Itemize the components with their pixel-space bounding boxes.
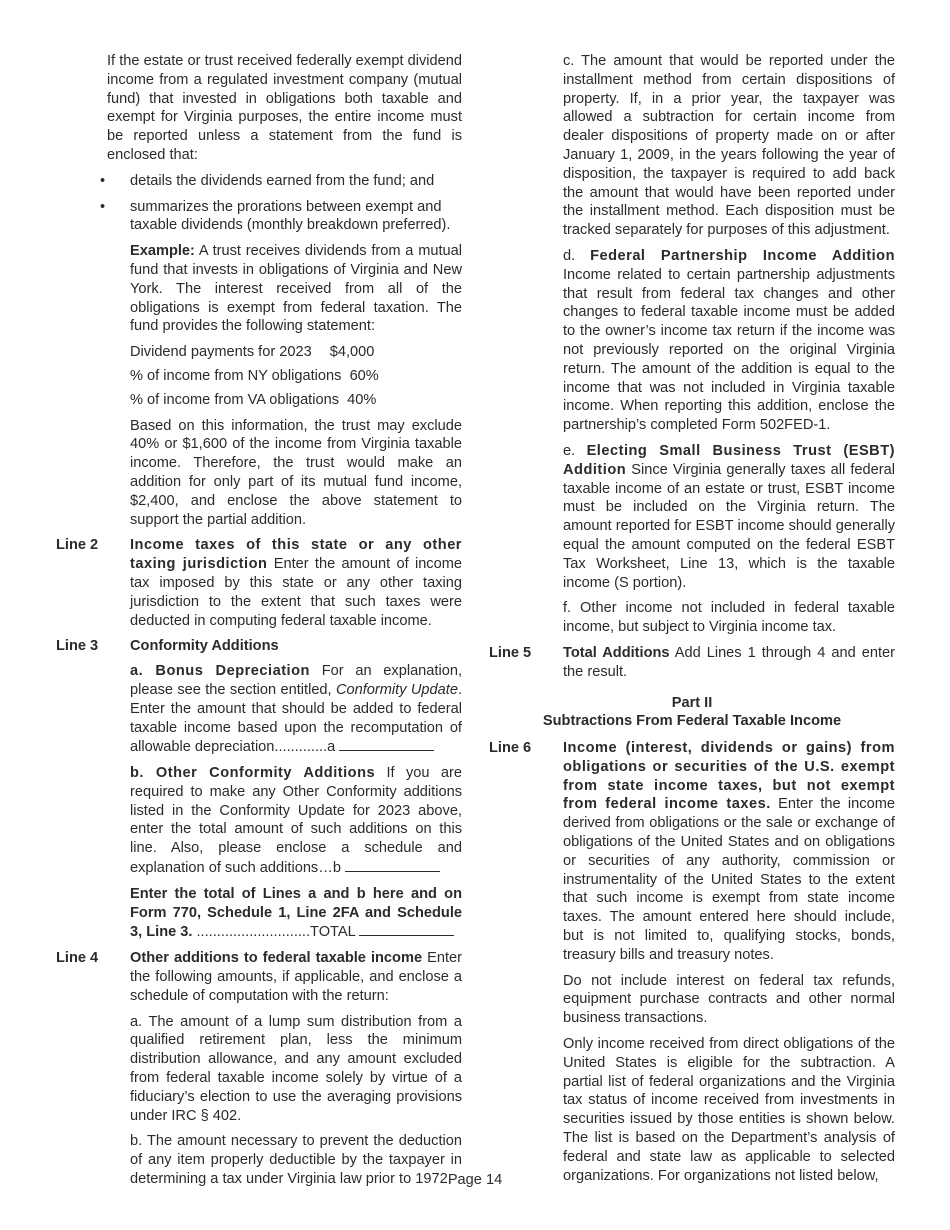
statement-value: 40% (347, 391, 377, 408)
line-text: Enter the following amounts, if applicable, and enclose a schedule of computation with the return: (130, 950, 462, 1004)
line-3a-paragraph (56, 662, 462, 757)
line-4c-paragraph: c. The amount that would be reported under the installment method from certain dispositions of property. If, in a prior year, the taxpayer was allowed a subtraction for certain income from dealer dispositions of property made on or after January 1, 2009, in the years following the year of disposition, the taxpayer is required to add back the amount that would have been reported under the installment method. Each disposition must be tracked separately for purposes of this adjustment. (563, 53, 895, 239)
page-number: Page 14 (447, 1172, 503, 1188)
line-4e-title: Electing Small Business Trust (ESBT) Addition (563, 442, 895, 478)
line-text: Enter the income derived from obligations or the sale or exchange of obligations of the United States and on obligations or securities of any authority, commission or instrumentality of the United States to the extent that such income is exempt from state income taxes. The amount entered here should include, but is not limited to, qualifying stocks, bonds, treasury bills and treasury notes. (563, 796, 895, 963)
line-label: Line 5 (489, 644, 532, 661)
line-4f-paragraph: f. Other income not included in federal taxable income, but subject to Virginia income tax. (563, 600, 895, 636)
line-3b-text: If you are required to make any Other Conformity additions listed in the Conformity Update for 2023 above, enter the total amount of such additions on this line. Also, please enclose a schedule and explanation of such additions…b (130, 765, 462, 877)
line-title: Conformity Additions (130, 638, 279, 655)
statement-value: $4,000 (329, 344, 375, 361)
statement-label: Dividend payments for 2023 (130, 344, 312, 361)
statement-label: % of income from VA obligations (130, 391, 340, 408)
line-4d-text: Income related to certain partnership adjustments that result from federal tax changes and other changes to federal taxable income must be added to the owner’s income tax return if the income was not previously reported on the original Virginia return. The amount of the addition is equal to the income that was not included in Virginia taxable income. When reporting this addition, enclose the partnership’s completed Form 502FED-1. (563, 266, 895, 434)
line-5-section (489, 644, 895, 682)
line-6-paragraph-2: Do not include interest on federal tax refunds, equipment purchase contracts and other normal business transactions. (563, 972, 895, 1027)
right-column (489, 52, 895, 1192)
line-title: Total Additions (563, 644, 670, 661)
line-3b-blank (345, 858, 440, 872)
line-label: Line 6 (489, 740, 532, 757)
line-3a-text: For an explanation, please see the section entitled, (130, 663, 462, 698)
line-4a-paragraph: a. The amount of a lump sum distribution from a qualified retirement plan, less the minimum distribution allowance, and any amount excluded from federal taxable income solely by virtue of a fiduciary’s election to use the averaging provisions under IRC § 402. (130, 1013, 462, 1124)
statement-row (56, 343, 462, 362)
line-3-total-bold: Enter the total of Lines a and b here and on Form 770, Schedule 1, Line 2FA and Schedule 3, Line 3. (130, 885, 462, 941)
line-text: Enter the amount of income tax imposed by this state or any other taxing jurisdiction to the extent that such taxes were deducted in computing federal taxable income. (130, 556, 462, 629)
line-title: Income (interest, dividends or gains) from obligations or securities of the U.S. exempt from state income taxes, but not exempt from federal income taxes. (563, 740, 895, 813)
bullet-item (56, 198, 462, 236)
bullet-text: details the dividends earned from the fund; and (130, 172, 435, 189)
statement-label: % of income from NY obligations (130, 367, 342, 384)
bullet-item (56, 172, 462, 191)
part-title: Part II (671, 694, 713, 711)
line-3-total-blank (359, 922, 454, 936)
statement-value: 60% (349, 367, 379, 384)
line-3-total-text: ............................TOTAL (192, 924, 360, 941)
line-title: Income taxes of this state or any other taxing jurisdiction (130, 537, 462, 573)
line-4b-paragraph: b. The amount necessary to prevent the deduction of any item properly deductible by the taxpayer in determining a tax under Virginia law prior to 1972. (130, 1133, 462, 1188)
line-4-section (56, 949, 462, 1005)
left-column (56, 52, 462, 1196)
example-text: A trust receives dividends from a mutual fund that invests in obligations of Virginia and New York. The interest received from all of the obligations is exempt from federal taxation. The fund provides the following statement: (130, 243, 462, 335)
line-6-paragraph-3: Only income received from direct obligations of the United States is eligible for the subtraction. A partial list of federal organizations and the Virginia tax status of income received from investments in securities issued by those entities is shown below. The list is based on the Department’s analysis of federal and state law as applicable to selected organizations. For organizations not listed below, (563, 1036, 895, 1184)
statement-row (56, 367, 462, 386)
line-4d-prefix: d. (563, 247, 591, 264)
line-text: Add Lines 1 through 4 and enter the result. (563, 644, 895, 680)
line-3a-blank (339, 737, 434, 751)
example-conclusion: Based on this information, the trust may exclude 40% or $1,600 of the income from Virginia taxable income. Therefore, the trust would make an addition for only part of its mutual fund income, $2,400, and enclose the above statement to support the partial addition. (130, 417, 462, 528)
line-title: Other additions to federal taxable income (130, 950, 423, 967)
line-label: Line 4 (56, 950, 99, 967)
intro-paragraph: If the estate or trust received federally exempt dividend income from a regulated investment company (mutual fund) that invested in obligations both taxable and exempt for Virginia purposes, the entire income must be reported unless a statement from the fund is enclosed that: (107, 53, 462, 163)
line-3a-title: a. Bonus Depreciation (130, 663, 310, 680)
line-3a-text2: . Enter the amount that should be added to federal taxable income based upon the recomputation of allowable depreciation.............a (130, 681, 463, 756)
line-3-section (56, 637, 462, 656)
line-6-section (489, 739, 895, 965)
line-label: Line 3 (56, 638, 99, 655)
bullet-icon: • (100, 172, 106, 189)
line-3a-italic: Conformity Update (335, 681, 458, 698)
line-3b-paragraph (56, 764, 462, 878)
line-4e-paragraph (489, 442, 895, 592)
example-paragraph (56, 242, 462, 336)
bullet-icon: • (100, 198, 106, 215)
line-4d-paragraph (489, 247, 895, 435)
bullet-text: summarizes the prorations between exempt and taxable dividends (monthly breakdown preferred). (130, 198, 451, 234)
line-4e-prefix: e. (563, 442, 587, 459)
example-label: Example: (130, 243, 195, 260)
line-4d-title: Federal Partnership Income Addition (590, 247, 895, 264)
line-3b-title: b. Other Conformity Additions (130, 765, 376, 782)
line-2-section (56, 536, 462, 630)
line-label: Line 2 (56, 537, 99, 554)
part-subtitle: Subtractions From Federal Taxable Income (542, 713, 842, 730)
line-3-total-paragraph (56, 885, 462, 942)
statement-row (56, 391, 462, 410)
line-4e-text: Since Virginia generally taxes all federal taxable income of an estate or trust, ESBT income must be included on the Virginia return. The amount reported for ESBT income should generally equal the amount computed on the federal ESBT Tax Worksheet, Line 13, which is the taxable income (S portion). (563, 461, 895, 591)
